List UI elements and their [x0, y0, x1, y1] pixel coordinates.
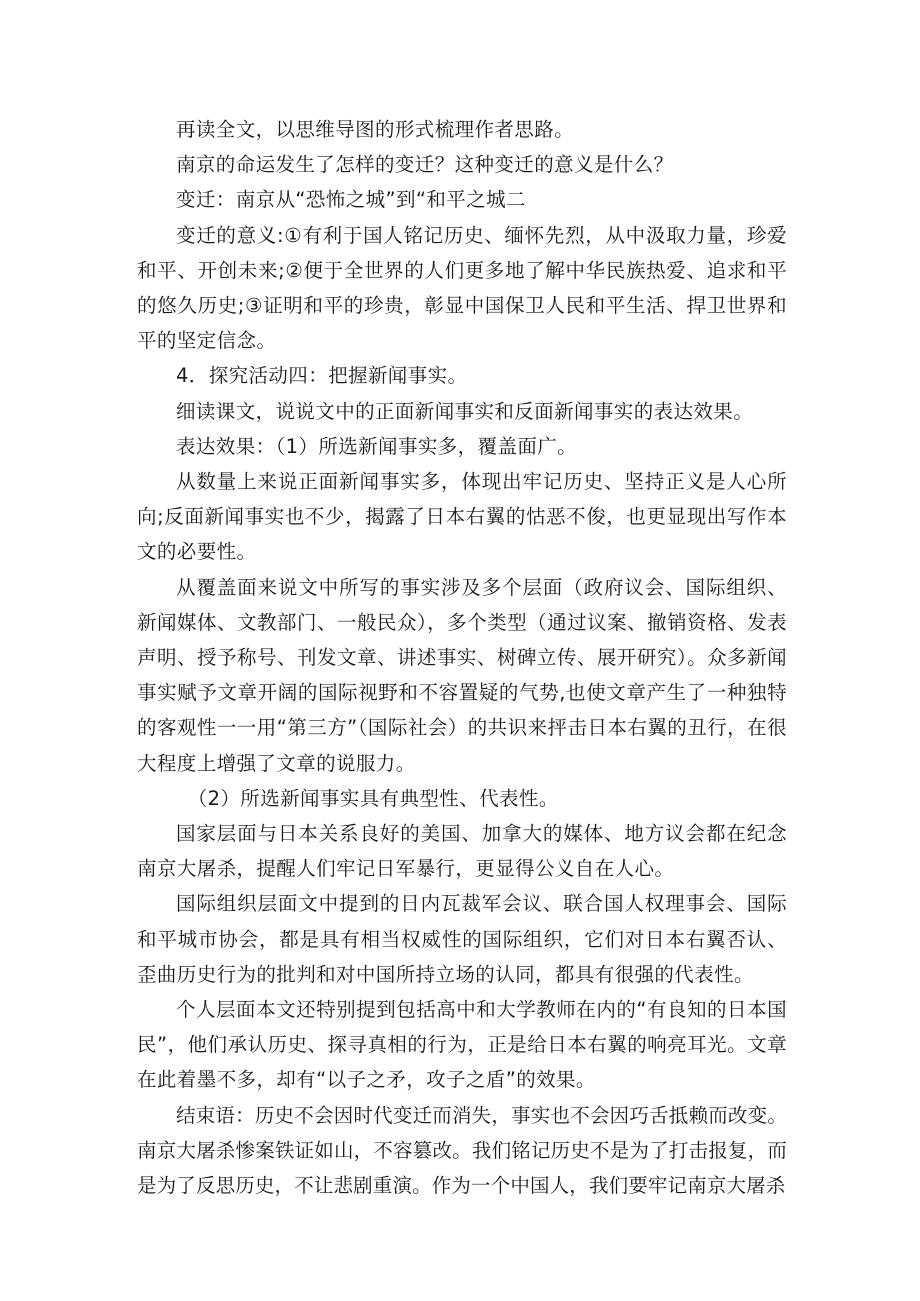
- paragraph-effect-one: 表达效果：（1）所选新闻事实多，覆盖面广。: [176, 434, 578, 458]
- paragraph-effect-two: （2）所选新闻事实具有典型性、代表性。: [187, 786, 559, 810]
- heading-activity-four: 4．探究活动四：把握新闻事实。: [176, 364, 468, 388]
- paragraph-individual-level: 个人层面本文还特别提到包括高中和大学教师在内的“有良知的日本国民”，他们承认历史、探寻真相的行为，正是给日本右翼的响亮耳光。文章在此着墨不多，却有“以子之矛，攻子之盾”的效果。: [137, 998, 787, 1092]
- paragraph-change: 变迁：南京从“恐怖之城”到“和平之城二: [176, 188, 526, 212]
- paragraph-coverage: 从覆盖面来说文中所写的事实涉及多个层面（政府议会、国际组织、新闻媒体、文教部门、一般民众），多个类型（通过议案、撤销资格、发表声明、授予称号、刊发文章、讲述事实、树碑立传、展开研究）。众多新闻事实赋予文章开阔的国际视野和不容置疑的气势,也使文章产生了一种独特的客观性一一用“第三方”（国际社会）的共识来抨击日本右翼的丑行，在很大程度上增强了文章的说服力。: [137, 575, 787, 775]
- document-body: [137, 112, 787, 1203]
- paragraph-national-level: 国家层面与日本关系良好的美国、加拿大的媒体、地方议会都在纪念南京大屠杀，提醒人们牢记日军暴行，更显得公义自在人心。: [137, 822, 787, 881]
- paragraph-conclusion: 结束语：历史不会因时代变迁而消失，事实也不会因巧舌抵赖而改变。南京大屠杀惨案铁证如山，不容篡改。我们铭记历史不是为了打击报复，而是为了反思历史，不让悲剧重演。作为一个中国人，我们要牢记南京大屠杀: [137, 1103, 787, 1198]
- paragraph-task: 细读课文，说说文中的正面新闻事实和反面新闻事实的表达效果。: [176, 399, 754, 423]
- paragraph-quantity: 从数量上来说正面新闻事实多，体现出牢记历史、坚持正义是人心所向;反面新闻事实也不少，揭露了日本右翼的怙恶不俊，也更显现出写作本文的必要性。: [137, 470, 787, 564]
- paragraph-question: 南京的命运发生了怎样的变迁？这种变迁的意义是什么？: [176, 153, 674, 177]
- paragraph-change-significance: 变迁的意义:①有利于国人铭记历史、缅怀先烈，从中汲取力量，珍爱和平、开创未来;②便于全世界的人们更多地了解中华民族热爱、追求和平的悠久历史;③证明和平的珍贵，彰显中国保卫人民和平生活、捍卫世界和平的坚定信念。: [137, 223, 787, 353]
- paragraph-mindmap-instruction: 再读全文，以思维导图的形式梳理作者思路。: [176, 118, 575, 141]
- paragraph-international-level: 国际组织层面文中提到的日内瓦裁军会议、联合国人权理事会、国际和平城市协会，都是具有相当权威性的国际组织，它们对日本右翼否认、歪曲历史行为的批判和对中国所持立场的认同，都具有很强的代表性。: [137, 892, 787, 986]
